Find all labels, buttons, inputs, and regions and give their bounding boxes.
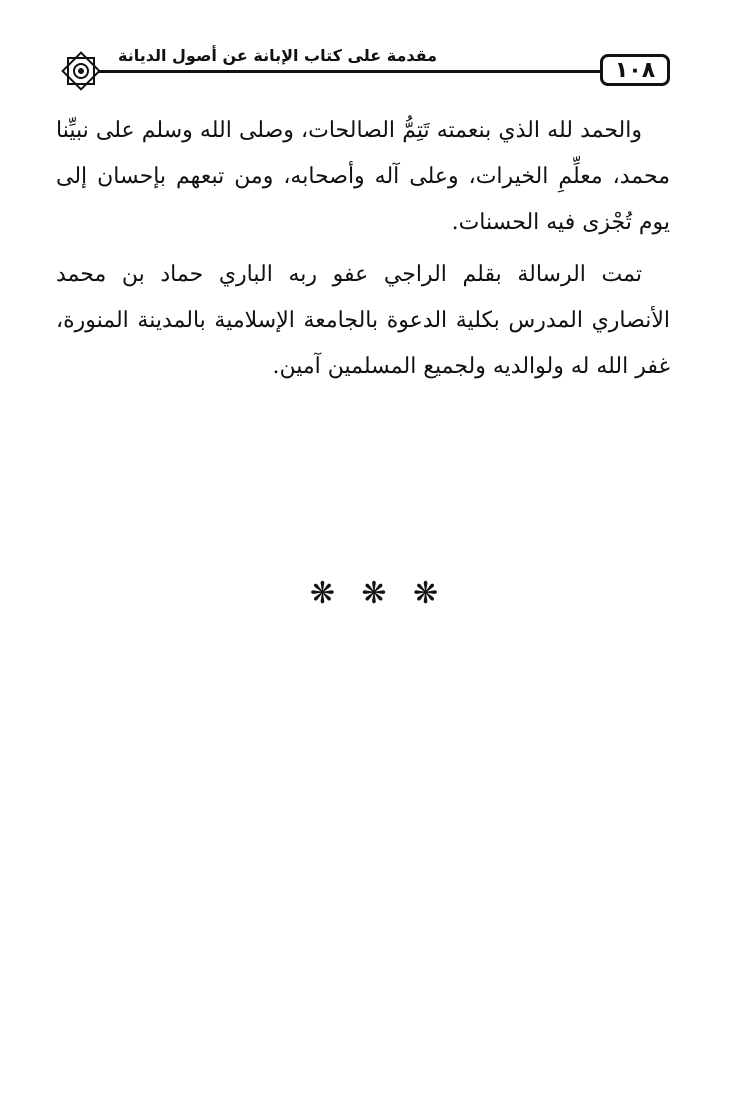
paragraph-closing-praise: والحمد لله الذي بنعمته تَتِمُّ الصالحات، وصلى الله وسلم على نبيِّنا محمد، معلِّمِ الخيرات، وعلى آله وأصحابه، ومن تبعهم بإحسان إلى يوم تُجْزى فيه الحسنات.: [56, 118, 670, 235]
running-title: مقدمة على كتاب الإبانة عن أصول الديانة: [118, 46, 438, 65]
asterism-separator: ❋ ❋ ❋: [309, 576, 447, 611]
main-text: [56, 108, 670, 396]
page-number: ١٠٨: [600, 54, 670, 86]
star-ornament-icon: [58, 48, 104, 94]
paragraph-colophon: تمت الرسالة بقلم الراجي عفو ربه الباري حماد بن محمد الأنصاري المدرس بكلية الدعوة بالجامعة الإسلامية بالمدينة المنورة، غفر الله له ولوالديه ولجميع المسلمين آمين.: [56, 262, 670, 379]
page-header: [58, 38, 670, 98]
header-rule: [98, 70, 600, 73]
